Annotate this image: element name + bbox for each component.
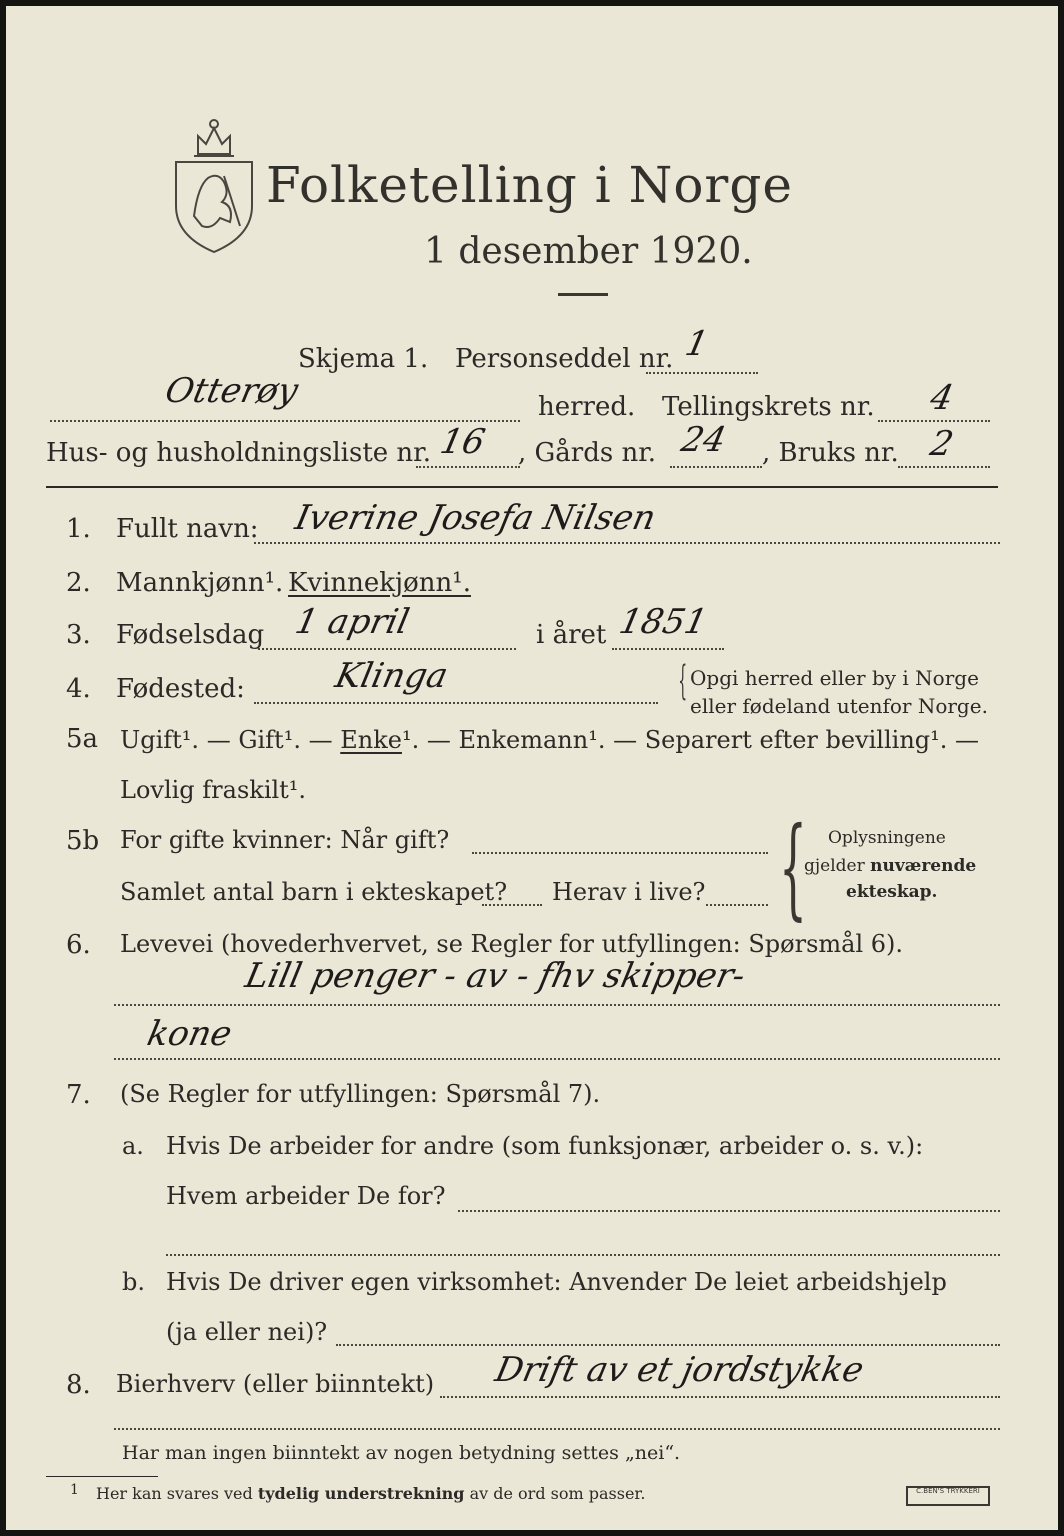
birth-day-value[interactable]: 1 april	[291, 602, 413, 642]
q7b-text: Hvis De driver egen virksomhet: Anvender De leiet arbeidshjelp	[166, 1268, 947, 1296]
herred-value[interactable]: Otterøy	[161, 371, 302, 411]
status-separert[interactable]: Separert efter bevilling¹.	[644, 726, 948, 754]
dash-4: —	[613, 726, 638, 754]
gards-value[interactable]: 24	[677, 420, 730, 460]
gards-line	[670, 466, 762, 468]
q5a-number: 5a	[66, 724, 99, 754]
q7b-line	[336, 1344, 1000, 1346]
footnote-bold: tydelig understrekning	[257, 1484, 465, 1503]
q6-line1	[114, 1004, 1000, 1006]
q8-label: Bierhverv (eller biinntekt)	[116, 1370, 435, 1398]
full-name-value[interactable]: Iverine Josefa Nilsen	[291, 498, 660, 538]
header-divider	[46, 486, 998, 488]
q7a-letter: a.	[122, 1132, 144, 1160]
title-divider	[558, 293, 608, 296]
q3-year-line	[612, 648, 724, 650]
herred-label: herred.	[538, 392, 636, 422]
status-ugift[interactable]: Ugift¹.	[120, 726, 200, 754]
dash-5: —	[955, 726, 980, 754]
q6-line2	[114, 1058, 1000, 1060]
q8-number: 8.	[66, 1370, 91, 1400]
q4-note-line2: eller fødeland utenfor Norge.	[690, 694, 988, 718]
tellingskrets-value[interactable]: 4	[926, 378, 957, 418]
status-enke[interactable]: Enke	[340, 726, 402, 754]
footnote-number: 1	[70, 1482, 79, 1498]
footnote	[96, 1484, 645, 1503]
husliste-label: Hus- og husholdningsliste nr.	[46, 438, 432, 468]
q7a-line2	[166, 1254, 1000, 1256]
occupation-value-line1[interactable]: Lill penger - av - fhv skipper-	[241, 956, 749, 996]
status-fraskilt[interactable]: Lovlig fraskilt¹.	[120, 776, 307, 804]
q5b-note-nuvaerende: nuværende	[870, 856, 977, 876]
alive-line	[706, 904, 768, 906]
printer-mark: C.BEN'S TRYKKERI	[906, 1486, 990, 1506]
bruks-label: , Bruks nr.	[762, 438, 899, 468]
q5b-note-line1: Oplysningene	[828, 828, 946, 848]
bruks-value[interactable]: 2	[926, 424, 957, 464]
q4-line	[254, 702, 658, 704]
q7a-text: Hvis De arbeider for andre (som funksjonær, arbeider o. s. v.):	[166, 1132, 924, 1160]
footnote-rule	[46, 1476, 158, 1477]
tellingskrets-label: Tellingskrets nr.	[662, 392, 875, 422]
children-line	[482, 904, 542, 906]
married-date-line	[472, 852, 768, 854]
footer-note: Har man ingen biinntekt av nogen betydning settes „nei“.	[122, 1442, 681, 1464]
q7a-line1	[458, 1210, 1000, 1212]
q5b-brace: {	[779, 803, 807, 931]
footnote-post: av de ord som passer.	[469, 1484, 646, 1503]
q3-year-label: i året	[536, 620, 607, 650]
children-label: Samlet antal barn i ekteskapet?	[120, 878, 508, 906]
q5b-label: For gifte kvinner: Når gift?	[120, 826, 450, 854]
q5b-note-gjelder: gjelder	[804, 856, 865, 876]
status-enke-sup: ¹.	[401, 726, 420, 754]
q4-note-brace: {	[678, 658, 688, 704]
q5b-note-line2	[804, 856, 976, 876]
coat-of-arms-icon	[168, 106, 260, 256]
schema-label: Skjema 1.	[298, 344, 429, 374]
tellingskrets-line	[878, 420, 990, 422]
husliste-value[interactable]: 16	[436, 422, 489, 462]
bruks-line	[898, 466, 990, 468]
q4-label: Fødested:	[116, 674, 245, 704]
q1-number: 1.	[66, 514, 91, 544]
sex-female-option[interactable]: Kvinnekjønn¹.	[288, 568, 471, 598]
status-enkemann[interactable]: Enkemann¹.	[458, 726, 606, 754]
q3-day-line	[258, 648, 516, 650]
marital-status-row	[120, 726, 979, 754]
q5b-number: 5b	[66, 826, 100, 856]
dash-2: —	[308, 726, 333, 754]
q8-line1	[440, 1396, 1000, 1398]
side-income-value[interactable]: Drift av et jordstykke	[491, 1350, 868, 1390]
q5b-note-line3: ekteskap.	[846, 882, 938, 902]
birthplace-value[interactable]: Klinga	[331, 656, 452, 696]
birth-year-value[interactable]: 1851	[615, 602, 711, 642]
q4-number: 4.	[66, 674, 91, 704]
q7b-letter: b.	[122, 1268, 145, 1296]
gards-label: , Gårds nr.	[518, 438, 657, 468]
q3-number: 3.	[66, 620, 91, 650]
census-date: 1 desember 1920.	[424, 231, 753, 272]
husliste-line	[416, 466, 520, 468]
q2-number: 2.	[66, 568, 91, 598]
q4-note-line1: Opgi herred eller by i Norge	[690, 666, 979, 690]
form-title: Folketelling i Norge	[266, 156, 793, 214]
q6-number: 6.	[66, 930, 91, 960]
q7-label: (Se Regler for utfyllingen: Spørsmål 7).	[120, 1080, 601, 1108]
personseddel-line	[646, 372, 758, 374]
sex-male-option[interactable]: Mannkjønn¹.	[116, 568, 284, 598]
status-gift[interactable]: Gift¹.	[238, 726, 301, 754]
dash-3: —	[426, 726, 451, 754]
q6-label: Levevei (hovederhvervet, se Regler for utfyllingen: Spørsmål 6).	[120, 930, 904, 958]
q8-line2	[114, 1428, 1000, 1430]
q3-label: Fødselsdag	[116, 620, 265, 650]
personseddel-value[interactable]: 1	[681, 324, 712, 364]
footnote-pre: Her kan svares ved	[96, 1484, 253, 1503]
dash-1: —	[206, 726, 231, 754]
occupation-value-line2[interactable]: kone	[143, 1014, 236, 1054]
q1-line	[254, 542, 1000, 544]
alive-label: Herav i live?	[552, 878, 706, 906]
q7b-question: (ja eller nei)?	[166, 1318, 328, 1346]
q7-number: 7.	[66, 1080, 91, 1110]
q7a-question: Hvem arbeider De for?	[166, 1182, 446, 1210]
q1-label: Fullt navn:	[116, 514, 259, 544]
personseddel-label: Personseddel nr.	[455, 344, 674, 374]
